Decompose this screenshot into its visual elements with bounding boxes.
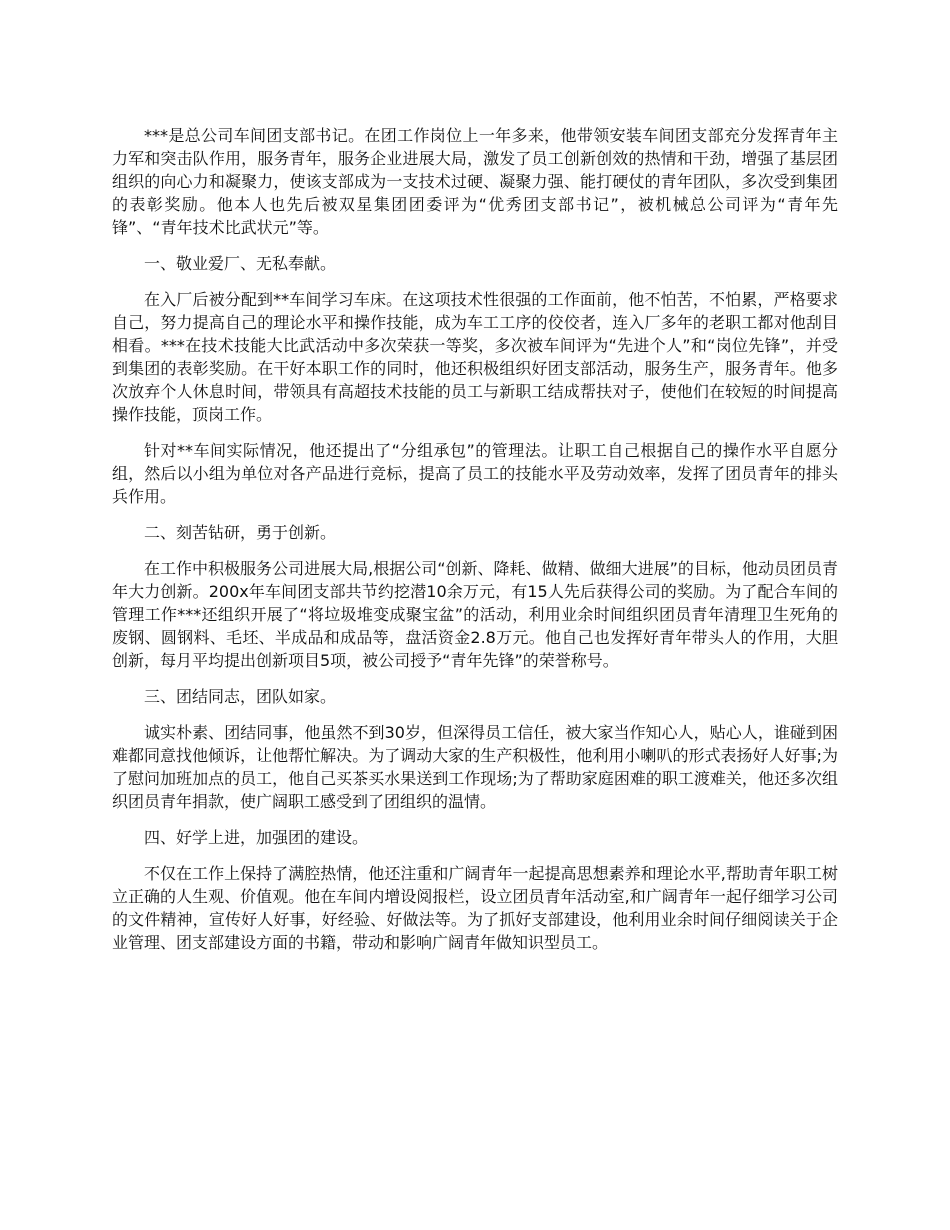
section-heading-1: 一、敬业爱厂、无私奉献。 [144, 254, 337, 273]
paragraph-intro: ***是总公司车间团支部书记。在团工作岗位上一年多来，他带领安装车间团支部充分发挥青年主力军和突击队作用，服务青年，服务企业进展大局，激发了员工创新创效的热情和干劲，增强了基层团组织的向心力和凝聚力，使该支部成为一支技术过硬、凝聚力强、能打硬仗的青年团队，多次受到集团的表彰奖励。他本人也先后被双星集团团委评为“优秀团支部书记”，被机械总公司评为“青年先锋”、“青年技术比武状元”等。 [112, 126, 838, 237]
section-heading-2: 二、刻苦钻研，勇于创新。 [144, 523, 337, 542]
paragraph-section-1-management: 针对**车间实际情况，他还提出了“分组承包”的管理法。让职工自己根据自己的操作水平自愿分组，然后以小组为单位对各产品进行竞标，提高了员工的技能水平及劳动效率，发挥了团员青年的排头兵作用。 [112, 441, 838, 506]
paragraph-section-4-body: 不仅在工作上保持了满腔热情，他还注重和广阔青年一起提高思想素养和理论水平,帮助青年职工树立正确的人生观、价值观。他在车间内增设阅报栏，设立团员青年活动室,和广阔青年一起仔细学习公司的文件精神，宣传好人好事，好经验、好做法等。为了抓好支部建设，他利用业余时间仔细阅读关于企业管理、团支部建设方面的书籍，带动和影响广阔青年做知识型员工。 [112, 864, 838, 952]
paragraph-section-3-body: 诚实朴素、团结同事，他虽然不到30岁，但深得员工信任，被大家当作知心人，贴心人，谁碰到困难都同意找他倾诉，让他帮忙解决。为了调动大家的生产积极性，他利用小喇叭的形式表扬好人好事;为了慰问加班加点的员工，他自己买茶买水果送到工作现场;为了帮助家庭困难的职工渡难关，他还多次组织团员青年捐款，使广阔职工感受到了团组织的温情。 [112, 723, 838, 811]
paragraph-section-1-body: 在入厂后被分配到**车间学习车床。在这项技术性很强的工作面前，他不怕苦，不怕累，严格要求自己，努力提高自己的理论水平和操作技能，成为车工工序的佼佼者，连入厂多年的老职工都对他刮目相看。***在技术技能大比武活动中多次荣获一等奖，多次被车间评为“先进个人”和“岗位先锋”，并受到集团的表彰奖励。在干好本职工作的同时，他还积极组织好团支部活动，服务生产，服务青年。他多次放弃个人休息时间，带领具有高超技术技能的员工与新职工结成帮扶对子，使他们在较短的时间提高操作技能，顶岗工作。 [112, 290, 838, 424]
paragraph-section-2-body: 在工作中积极服务公司进展大局,根据公司“创新、降耗、做精、做细大进展”的目标，他动员团员青年大力创新。200x年车间团支部共节约挖潜10余万元，有15人先后获得公司的奖励。为了配合车间的管理工作***还组织开展了“将垃圾堆变成聚宝盆”的活动，利用业余时间组织团员青年清理卫生死角的废钢、圆钢料、毛坯、半成品和成品等，盘活资金2.8万元。他自己也发挥好青年带头人的作用，大胆创新，每月平均提出创新项目5项，被公司授予“青年先锋”的荣誉称号。 [112, 559, 838, 670]
section-heading-4: 四、好学上进，加强团的建设。 [144, 828, 369, 847]
section-heading-3: 三、团结同志，团队如家。 [144, 687, 337, 706]
